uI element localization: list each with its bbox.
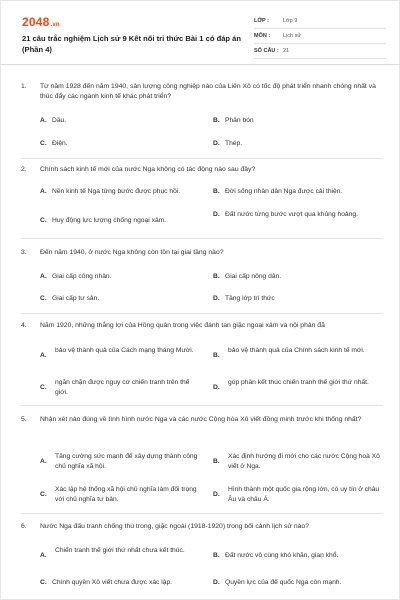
option-1b[interactable] — [213, 116, 373, 126]
meta-row-subject — [254, 29, 386, 44]
option-text: Giai cấp nông dân. — [225, 273, 282, 280]
logo-text: 2048 — [22, 15, 50, 29]
option-text: bảo vệ thành quả của Cách mạng tháng Mười. — [55, 347, 194, 354]
option-1a[interactable] — [40, 116, 200, 126]
option-text: Giai cấp tư sản. — [52, 295, 100, 302]
option-key: B. — [213, 188, 220, 195]
option-key: D. — [213, 140, 220, 147]
meta-key: MÔN : — [254, 33, 271, 39]
site-logo[interactable] — [22, 15, 60, 29]
option-key: C. — [40, 491, 47, 498]
option-3a[interactable] — [40, 272, 200, 282]
option-key: B. — [213, 273, 220, 280]
question-4 — [21, 321, 383, 331]
question-text: Nước Nga đấu tranh chống thù trong, giặc ngoài (1918-1920) trong bối cảnh lịch sử nào? — [40, 523, 309, 530]
meta-key: SỐ CÂU : — [254, 48, 279, 54]
question-2 — [21, 165, 383, 175]
question-text: Chính sách kinh tế mới của nước Nga không có tác động nào sau đây? — [40, 166, 256, 173]
option-text: Đời sống nhân dân Nga được cải thiện. — [225, 188, 343, 195]
question-number: 5. — [21, 416, 27, 423]
option-text: Huy động lực lượng chống ngoại xâm. — [52, 217, 167, 224]
option-6a[interactable] — [40, 546, 200, 561]
page-header — [1, 1, 400, 65]
meta-value[interactable]: Lịch sử — [283, 33, 302, 39]
question-3 — [21, 248, 383, 258]
divider — [21, 513, 383, 514]
option-key: D. — [213, 491, 220, 498]
divider — [21, 313, 383, 314]
question-text: Năm 1920, những thắng lợi của Hồng quân trong việc đánh tan giặc ngoại xâm và nội phản đã — [40, 322, 325, 329]
option-key: B. — [213, 117, 220, 124]
option-1d[interactable] — [213, 139, 373, 149]
divider — [21, 158, 383, 159]
option-key: A. — [40, 352, 47, 359]
logo-suffix: .vn — [50, 22, 60, 28]
option-text: Giai cấp công nhân. — [52, 273, 112, 280]
option-key: A. — [40, 117, 47, 124]
option-4a[interactable] — [40, 346, 200, 361]
meta-value[interactable]: Lớp 9 — [283, 18, 298, 24]
option-key: C. — [40, 384, 47, 391]
meta-info — [254, 14, 386, 59]
meta-key: LỚP : — [254, 18, 269, 24]
option-text: Điện. — [52, 140, 68, 147]
question-number: 4. — [21, 322, 27, 329]
question-number: 2. — [21, 166, 27, 173]
option-3c[interactable] — [40, 294, 200, 304]
divider — [21, 238, 383, 239]
option-key: A. — [40, 552, 47, 559]
option-2b[interactable] — [213, 187, 383, 197]
option-1c[interactable] — [40, 139, 200, 149]
question-5 — [21, 415, 383, 425]
option-key: A. — [40, 458, 47, 465]
option-3b[interactable] — [213, 272, 373, 282]
option-key: A. — [40, 188, 47, 195]
question-number: 6. — [21, 523, 27, 530]
option-text: Xác định hướng đi mới cho các nước Cộng hoà Xô viết ở Nga. — [228, 453, 380, 470]
question-text: Từ năm 1928 đến năm 1940, sản lượng công nghiệp nào của Liên Xô có tốc độ phát triển nhanh chóng nhất và thúc đẩy các ngành kinh tế khác phát triển? — [40, 83, 376, 100]
question-text: Nhận xét nào đúng về tình hình nước Nga và các nước Cộng hòa Xô viết đồng minh trước khi thống nhất? — [40, 416, 362, 423]
option-text: Nền kinh tế Nga từng bước được phục hồi. — [52, 188, 181, 195]
option-key: B. — [213, 552, 220, 559]
option-5c[interactable] — [40, 485, 205, 505]
option-text: Chiến tranh thế giới thứ nhất chưa kết thúc. — [55, 547, 185, 554]
option-text: Thép. — [225, 140, 243, 147]
option-4b[interactable] — [213, 346, 373, 361]
option-text: Phân bón — [225, 117, 254, 124]
option-text: Đất nước vô cùng khó khăn, gian khổ. — [225, 552, 339, 559]
option-text: Dầu. — [52, 117, 67, 124]
option-key: D. — [213, 384, 220, 391]
option-2a[interactable] — [40, 187, 210, 197]
question-1 — [21, 82, 383, 102]
option-6b[interactable] — [213, 551, 383, 561]
page-title: 21 câu trắc nghiệm Lịch sử 9 Kết nối tri thức Bài 1 có đáp án (Phần 4) — [22, 34, 242, 54]
option-4d[interactable] — [213, 378, 373, 393]
question-number: 3. — [21, 249, 27, 256]
option-text: Đất nước từng bước vượt qua khủng hoảng. — [225, 211, 358, 218]
option-key: C. — [40, 295, 47, 302]
option-key: D. — [213, 211, 220, 218]
meta-row-grade — [254, 14, 386, 29]
option-4c[interactable] — [40, 378, 200, 398]
meta-row-count — [254, 44, 386, 59]
option-text: bảo vệ thành quả của Chính sách kinh tế mới. — [228, 347, 365, 354]
option-key: B. — [213, 458, 220, 465]
option-text: ngăn chặn được nguy cơ chiến tranh trên thế giới. — [55, 379, 190, 396]
question-number: 1. — [21, 83, 27, 90]
option-text: Quyền lực của đế quốc Nga còn mạnh. — [225, 579, 342, 586]
option-5a[interactable] — [40, 452, 205, 472]
option-key: C. — [40, 140, 47, 147]
option-key: A. — [40, 273, 47, 280]
option-key: D. — [213, 295, 220, 302]
option-key: C. — [40, 217, 47, 224]
option-text: Tăng cường sức mạnh để xây dựng thành công chủ nghĩa xã hội. — [55, 453, 198, 470]
question-text: Đến năm 1940, ở nước Nga không còn tồn tại giai tầng nào? — [40, 249, 224, 256]
option-text: Chính quyền Xô viết chưa được xác lập. — [52, 579, 173, 586]
option-key: D. — [213, 579, 220, 586]
option-key: B. — [213, 352, 220, 359]
option-6d[interactable] — [213, 578, 383, 588]
divider — [21, 405, 383, 406]
option-key: C. — [40, 579, 47, 586]
option-5b[interactable] — [213, 452, 383, 472]
option-5d[interactable] — [213, 485, 383, 505]
option-text: Tầng lớp trí thức — [225, 295, 275, 302]
option-text: Xác lập hệ thống xã hội chủ nghĩa làm đối trọng với chủ nghĩa tư bản. — [55, 486, 197, 503]
option-2d[interactable] — [213, 210, 363, 220]
option-2c[interactable] — [40, 216, 210, 226]
option-text: góp phần kết thúc chiến tranh thế giới thứ nhất. — [228, 379, 369, 386]
option-3d[interactable] — [213, 294, 373, 304]
meta-value: 21 — [283, 48, 290, 54]
question-6 — [21, 522, 383, 532]
option-6c[interactable] — [40, 578, 210, 588]
option-text: Hình thành một quốc gia rộng lớn, có uy tín ở châu Âu và châu Á. — [228, 486, 380, 503]
